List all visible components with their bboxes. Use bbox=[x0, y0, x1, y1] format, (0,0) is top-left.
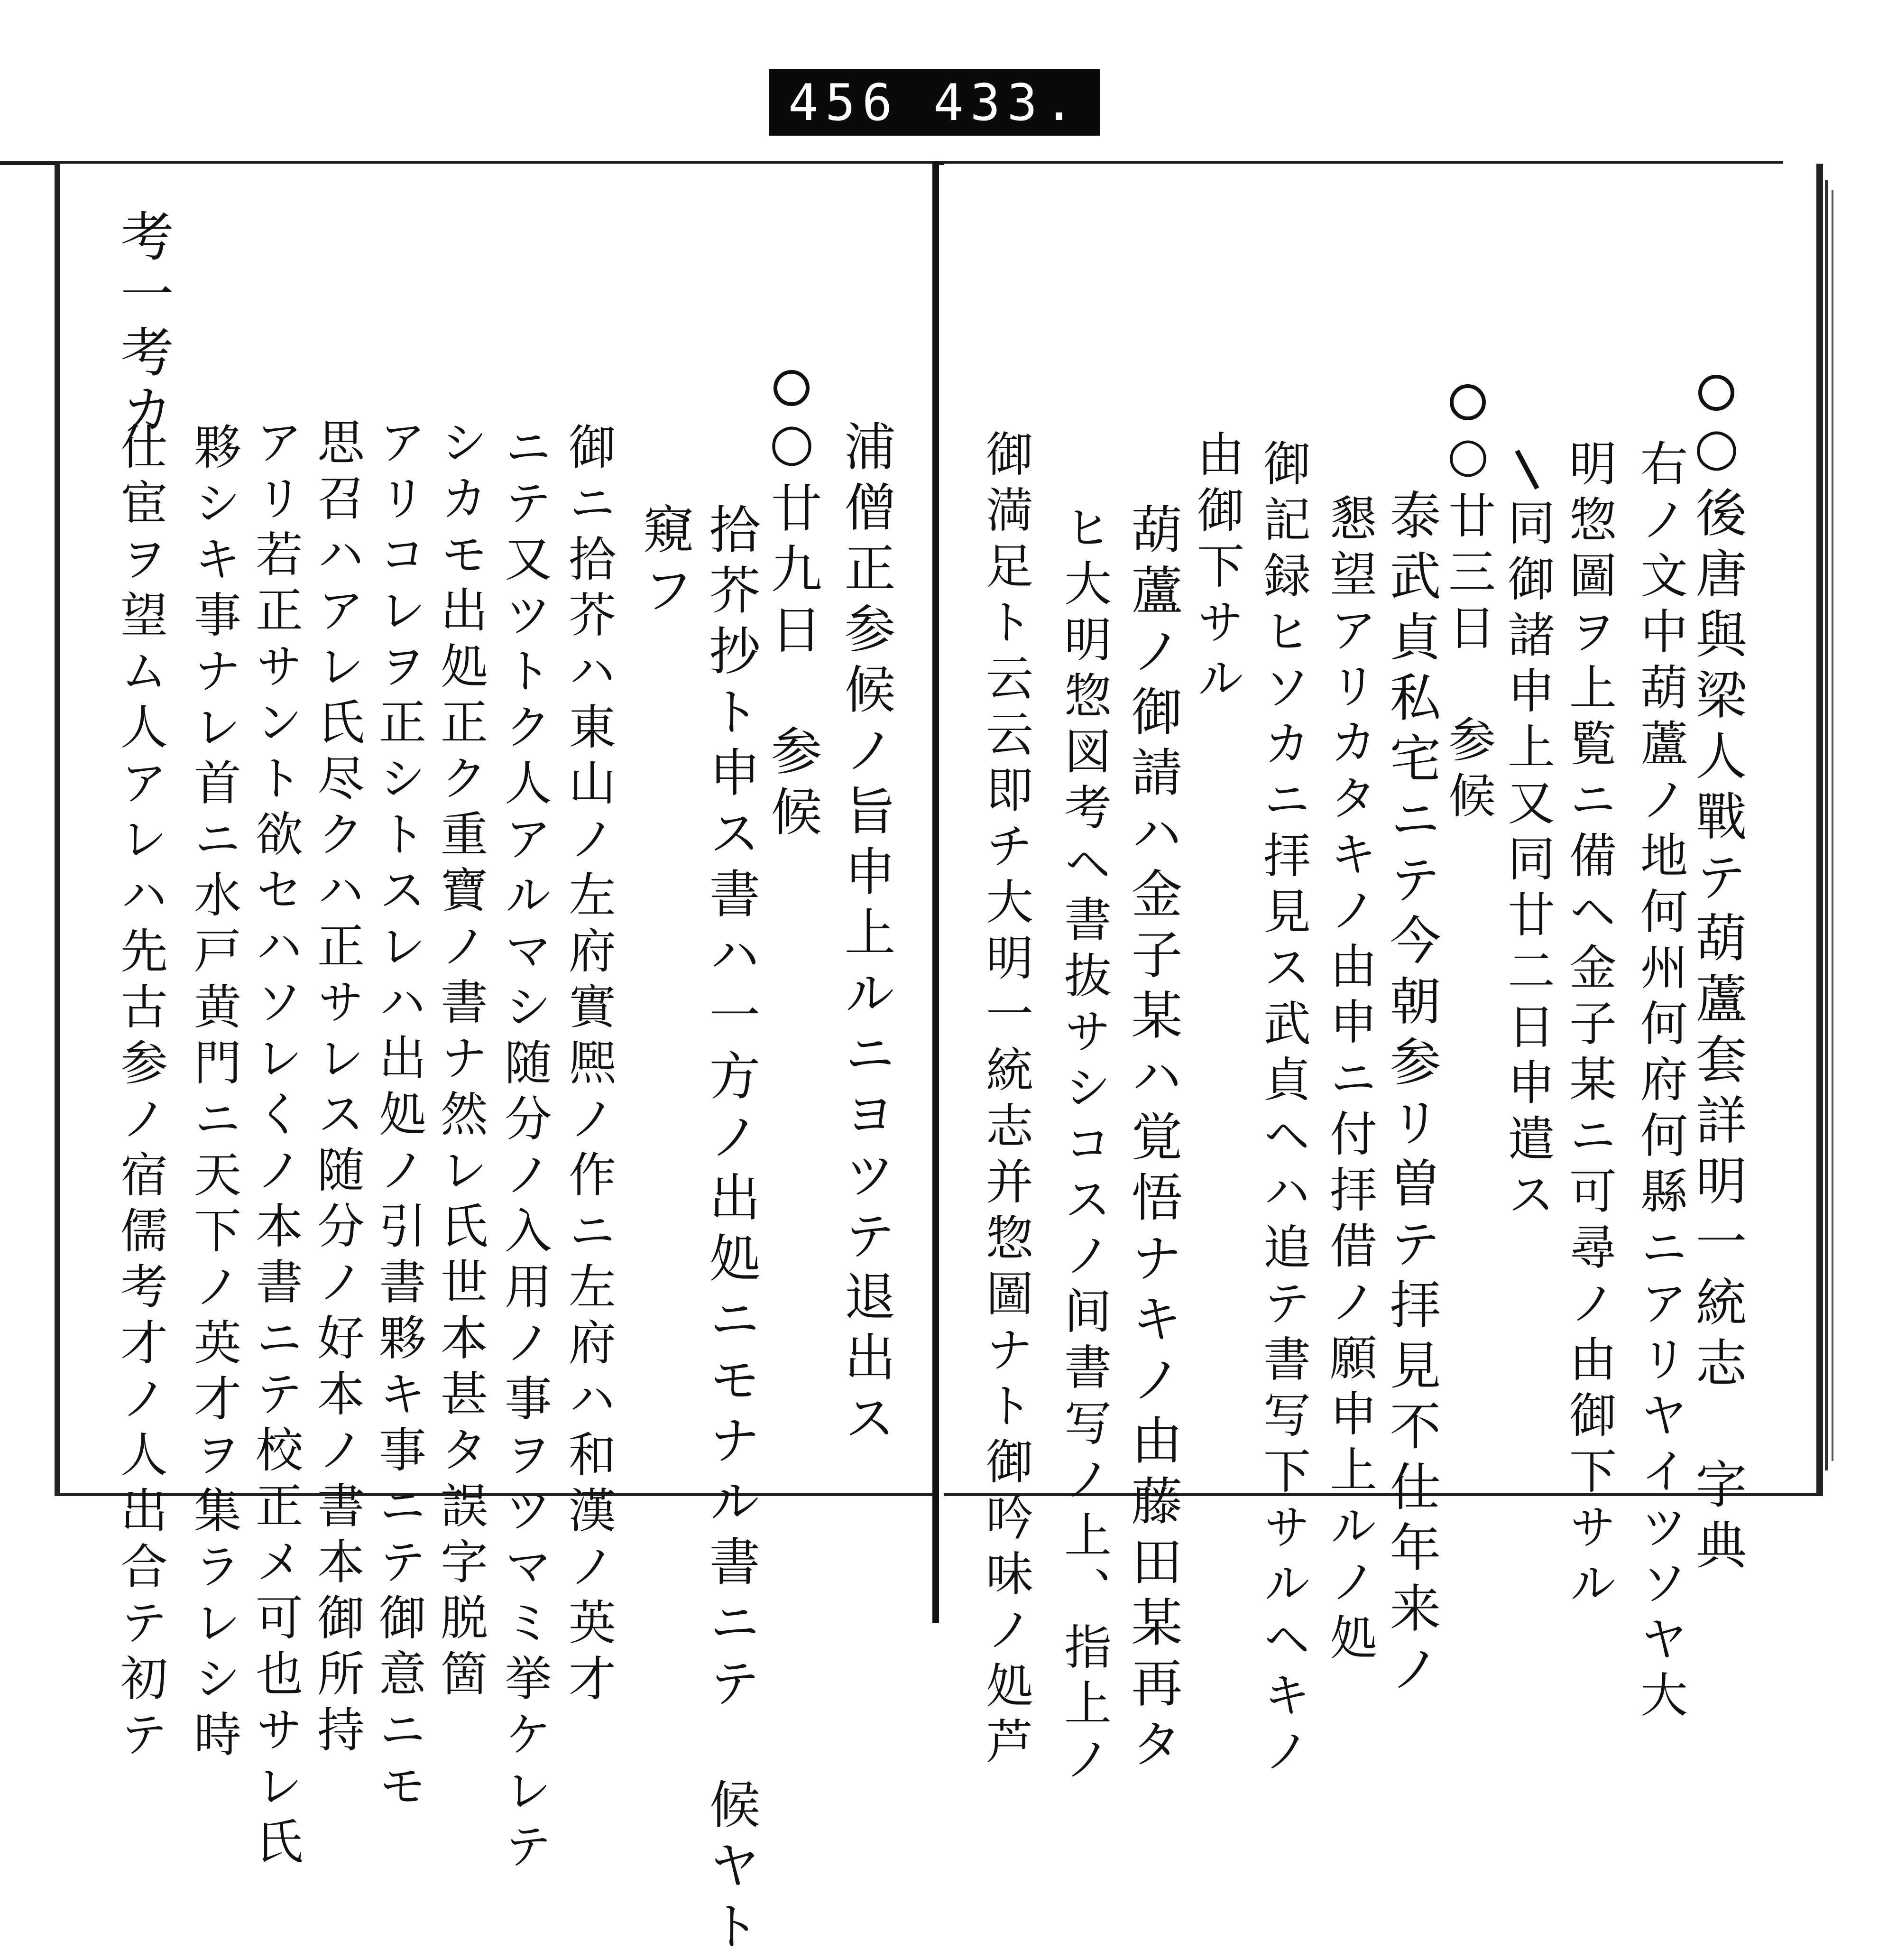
column-text: ○廿九日 参候 bbox=[762, 413, 821, 846]
text-column: ヒ大明惣図考ヘ書抜サシコスノ间書写ノ上、指上ノ bbox=[1056, 503, 1112, 1790]
text-column: 由御下サル bbox=[1189, 429, 1244, 709]
text-column: 夥シキ事ナレ首ニ水戸黄門ニ天下ノ英才ヲ集ラレシ時 bbox=[186, 422, 241, 1766]
text-column: 御ニ拾芥ハ東山ノ左府實熈ノ作ニ左府ハ和漢ノ英才 bbox=[561, 422, 616, 1710]
book-spine bbox=[932, 161, 939, 1623]
text-column: 仕宦ヲ望ム人アレハ先古参ノ宿儒考才ノ人出合テ初テ bbox=[112, 422, 168, 1766]
column-text: ○後唐與梁人戰テ葫蘆套詳明一統志 字典 bbox=[1687, 417, 1746, 1579]
page-edge bbox=[1832, 190, 1833, 1461]
folio-label bbox=[769, 69, 1100, 136]
text-column: 拾芥抄ト申ス書ハ一方ノ出処ニモナル書ニテ 候ヤト bbox=[700, 503, 760, 1960]
text-column: 浦僧正参候ノ旨申上ルニヨツテ退出ス bbox=[836, 420, 895, 1452]
text-column: 葫蘆ノ御請ハ金子某ハ覚悟ナキノ由藤田某再タ bbox=[1123, 503, 1182, 1778]
text-column bbox=[1687, 375, 1746, 1579]
text-column: 明惣圖ヲ上覧ニ備ヘ金子某ニ可尋ノ由御下サル bbox=[1561, 439, 1617, 1614]
text-column bbox=[1440, 384, 1496, 827]
text-column: 同御諸申上又同廿二日申遣ス bbox=[1500, 498, 1555, 1226]
text-column bbox=[762, 370, 821, 846]
text-column: 懇望アリカタキノ由申ニ付拝借ノ願申上ルノ処 bbox=[1322, 493, 1377, 1669]
text-column: 窺フ bbox=[634, 503, 693, 624]
text-column: 思召ハアレ氏尽クハ正サレス随分ノ好本ノ書本御所持 bbox=[309, 417, 365, 1761]
circle-mark-icon bbox=[1450, 384, 1486, 420]
text-column: アリ若正サント欲セハソレくノ本書ニテ校正メ可也サレ氏 bbox=[248, 417, 303, 1873]
text-column: 御記録ヒソカニ拝見ス武貞ヘハ追テ書写下サルヘキノ bbox=[1255, 439, 1311, 1782]
text-column: ニテ又ツトク人アルマシ随分ノ入用ノ事ヲツマミ挙ケレテ bbox=[497, 422, 552, 1877]
text-column: シカモ出処正ク重寶ノ書ナ然レ氏世本甚タ誤字脱箇 bbox=[433, 417, 488, 1705]
folio-number-left: 456 bbox=[788, 73, 899, 132]
margin-note: 考一考カ bbox=[112, 209, 174, 440]
circle-mark-icon bbox=[1698, 375, 1734, 411]
circle-mark-icon bbox=[774, 370, 810, 406]
page-edge bbox=[1825, 180, 1828, 1470]
folio-number-right: 433. bbox=[933, 73, 1081, 132]
text-column: 右ノ文中葫蘆ノ地何州何府何縣ニアリヤイツソヤ大 bbox=[1632, 439, 1688, 1726]
column-text: ○廿三日 参候 bbox=[1440, 427, 1496, 827]
text-column: 泰武貞私宅ニテ今朝参リ曽テ拝見不仕年来ノ bbox=[1381, 489, 1440, 1703]
text-column: アリコレヲ正シトスレハ出処ノ引書夥キ事ニテ御意ニモ bbox=[371, 417, 426, 1817]
text-column: 御満足ト云云即チ大明一統志并惣圖ナト御吟味ノ処芦 bbox=[978, 429, 1033, 1773]
